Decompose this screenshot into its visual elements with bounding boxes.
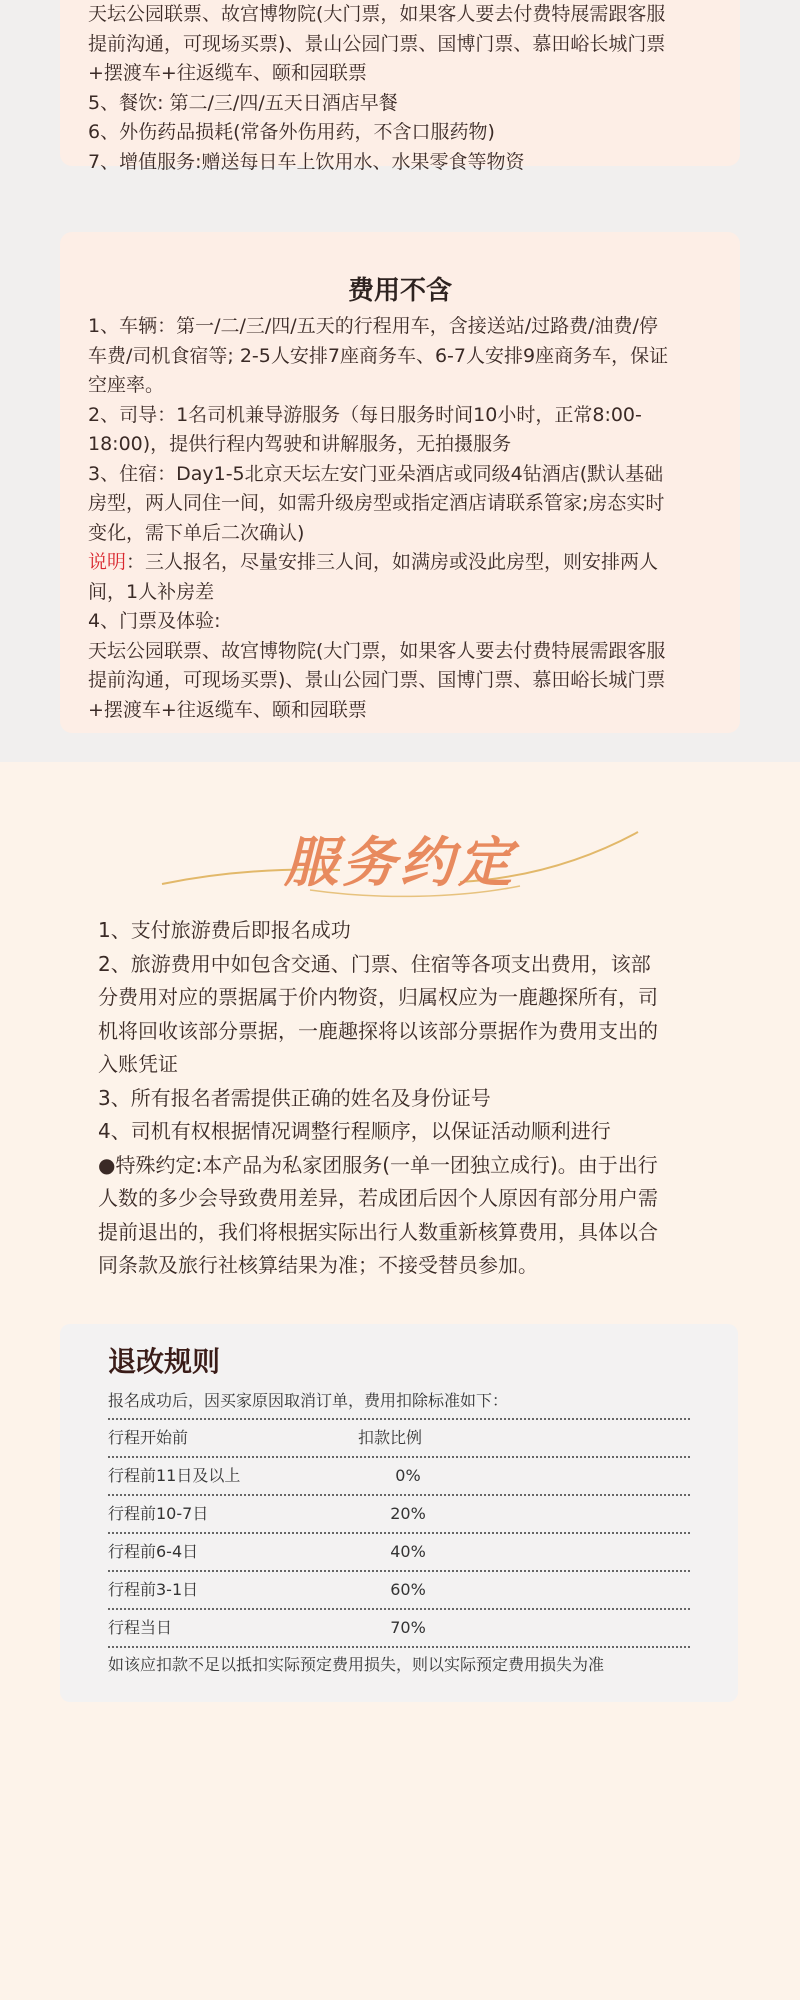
text-line: 机将回收该部分票据，一鹿趣探将以该部分票据作为费用支出的 xyxy=(98,1018,658,1043)
refund-table-header xyxy=(108,1420,690,1458)
text-line: ●特殊约定:本产品为私家团服务(一单一团独立成行)。由于出行 xyxy=(98,1152,658,1177)
cost-included-card xyxy=(60,0,740,173)
text-line: 3、住宿：Day1-5北京天坛左安门亚朵酒店或同级4钻酒店(默认基础 xyxy=(88,462,664,485)
row-ratio: 20% xyxy=(390,1504,426,1523)
service-section xyxy=(0,762,800,2000)
row-period: 行程前6-4日 xyxy=(108,1542,199,1561)
row-ratio: 70% xyxy=(390,1618,426,1637)
row-ratio: 40% xyxy=(390,1542,426,1561)
table-row xyxy=(108,1496,690,1534)
row-period: 行程前10-7日 xyxy=(108,1504,209,1523)
cost-excluded-lines xyxy=(88,304,712,725)
text-line: 天坛公园联票、故宫博物院(大门票，如果客人要去付费特展需跟客服 xyxy=(88,3,666,25)
text-line: 提前沟通，可现场买票)、景山公园门票、国博门票、慕田峪长城门票 xyxy=(88,669,666,691)
text-line: 4、门票及体验: xyxy=(88,610,221,632)
row-period: 行程当日 xyxy=(108,1618,173,1637)
service-title-banner xyxy=(160,802,640,912)
text-line: 人数的多少会导致费用差异，若成团后因个人原因有部分用户需 xyxy=(98,1186,658,1210)
text-line: 7、增值服务:赠送每日车上饮用水、水果零食等物资 xyxy=(88,150,525,173)
text-line: 1、车辆：第一/二/三/四/五天的行程用车，含接送站/过路费/油费/停 xyxy=(88,315,658,337)
text-line: 5、餐饮: 第二/三/四/五天日酒店早餐 xyxy=(88,91,398,114)
note-label: 说明 xyxy=(88,551,127,573)
text-line: 入账凭证 xyxy=(98,1052,178,1076)
text-line: 3、所有报名者需提供正确的姓名及身份证号 xyxy=(98,1085,491,1110)
text-line: 1、支付旅游费后即报名成功 xyxy=(98,918,351,942)
text-line: 提前退出的，我们将根据实际出行人数重新核算费用，具体以合 xyxy=(98,1219,658,1244)
text-line: +摆渡车+往返缆车、颐和园联票 xyxy=(88,698,367,721)
text-line: 提前沟通，可现场买票)、景山公园门票、国博门票、慕田峪长城门票 xyxy=(88,32,666,55)
refund-title: 退改规则 xyxy=(108,1345,221,1378)
header-period: 行程开始前 xyxy=(108,1428,189,1447)
text-line: 车费/司机食宿等; 2-5人安排7座商务车、6-7人安排9座商务车，保证 xyxy=(88,344,669,367)
row-period: 行程前3-1日 xyxy=(108,1580,199,1599)
text-line: 4、司机有权根据情况调整行程顺序，以保证活动顺利进行 xyxy=(98,1119,611,1143)
service-lines xyxy=(98,914,718,1283)
text-line: 空座率。 xyxy=(88,374,165,396)
text-line: 间，1人补房差 xyxy=(88,580,215,603)
table-row xyxy=(108,1610,690,1648)
row-ratio: 0% xyxy=(395,1466,421,1485)
header-ratio: 扣款比例 xyxy=(358,1428,423,1447)
text-line: 天坛公园联票、故宫博物院(大门票，如果客人要去付费特展需跟客服 xyxy=(88,639,666,662)
text-line: +摆渡车+往返缆车、颐和园联票 xyxy=(88,62,367,84)
cost-section xyxy=(0,0,800,762)
refund-intro: 报名成功后，因买家原因取消订单，费用扣除标准如下： xyxy=(108,1384,690,1420)
text-line: 2、司导：1名司机兼导游服务（每日服务时间10小时，正常8:00- xyxy=(88,403,642,426)
text-line: 房型，两人同住一间，如需升级房型或指定酒店请联系管家;房态实时 xyxy=(88,492,665,514)
table-row xyxy=(108,1572,690,1610)
text-line: 变化，需下单后二次确认) xyxy=(88,521,305,544)
text-line: 6、外伤药品损耗(常备外伤用药，不含口服药物) xyxy=(88,121,495,143)
text-line: 分费用对应的票据属于价内物资，归属权应为一鹿趣探所有，司 xyxy=(98,985,658,1009)
text-line: 2、旅游费用中如包含交通、门票、住宿等各项支出费用，该部 xyxy=(98,951,651,976)
cost-excluded-title: 费用不含 xyxy=(347,276,452,306)
cost-included-lines xyxy=(88,0,712,177)
refund-note: 如该应扣款不足以抵扣实际预定费用损失，则以实际预定费用损失为准 xyxy=(108,1655,605,1674)
note-line xyxy=(88,548,712,578)
text-line: 同条款及旅行社核算结果为准；不接受替员参加。 xyxy=(98,1253,538,1277)
row-ratio: 60% xyxy=(390,1580,426,1599)
cost-excluded-card xyxy=(60,232,740,733)
note-text: ：三人报名，尽量安排三人间，如满房或没此房型，则安排两人 xyxy=(126,551,659,573)
refund-rules-card xyxy=(60,1324,738,1702)
row-period: 行程前11日及以上 xyxy=(108,1466,241,1485)
table-row xyxy=(108,1458,690,1496)
text-line: 18:00)，提供行程内驾驶和讲解服务，无拍摄服务 xyxy=(88,433,512,455)
table-row xyxy=(108,1534,690,1572)
service-title: 服务约定 xyxy=(284,830,516,894)
